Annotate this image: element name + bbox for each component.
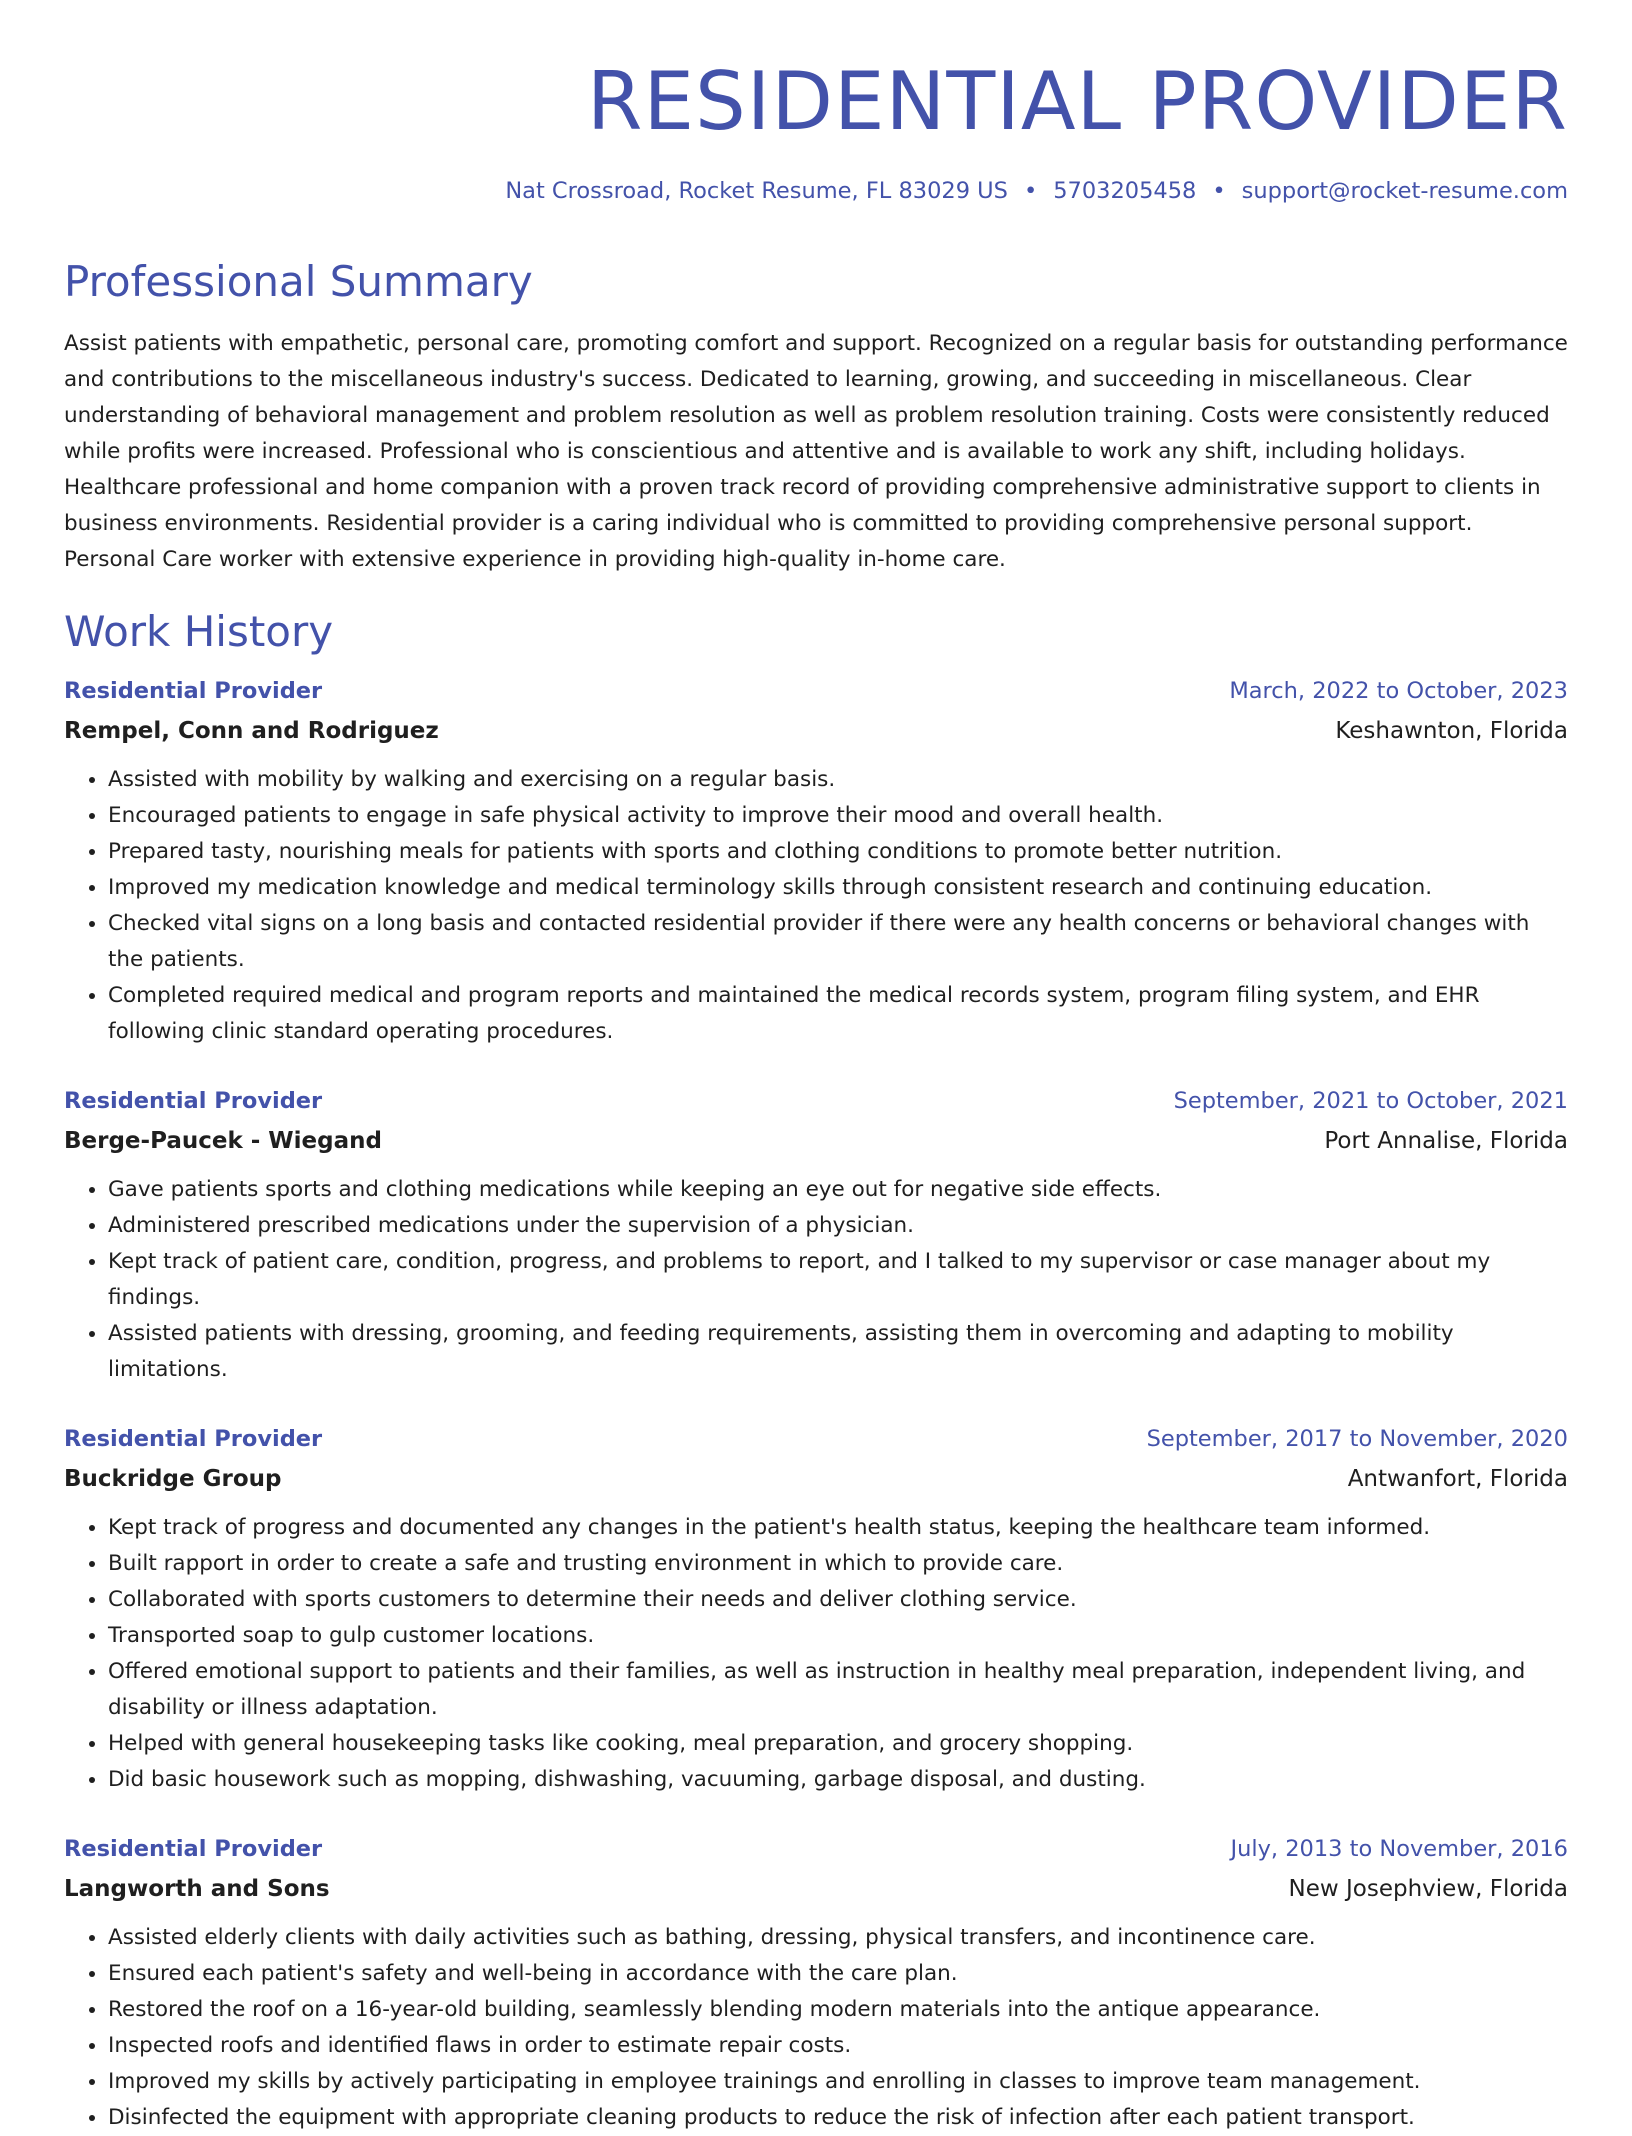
contact-separator: •: [1212, 178, 1226, 204]
job-duty-item: • Ensured each patient's safety and well-being in accordance with the care plan.: [108, 1956, 1568, 1992]
job-location: Keshawnton, Florida: [1335, 718, 1568, 744]
job-title: Residential Provider: [64, 1088, 323, 1114]
job-duty-item: • Helped with general housekeeping tasks like cooking, meal preparation, and grocery shopping.: [108, 1726, 1568, 1762]
job-duties-list: [64, 1920, 1568, 2136]
job-duty-item: • Improved my medication knowledge and medical terminology skills through consistent research and continuing education.: [108, 870, 1568, 906]
job-title: Residential Provider: [64, 1426, 323, 1452]
job-entry: [64, 1424, 1568, 1798]
job-duty-item: • Collaborated with sports customers to determine their needs and deliver clothing service.: [108, 1582, 1568, 1618]
job-employer: [64, 1464, 1568, 1494]
job-employer: [64, 1874, 1568, 1904]
job-header: [64, 1424, 1568, 1454]
job-duty-item: • Transported soap to gulp customer locations.: [108, 1618, 1568, 1654]
job-entry: [64, 676, 1568, 1050]
summary-text: Assist patients with empathetic, personal care, promoting comfort and support. Recognized on a regular basis for outstanding performance and contributions to the miscellaneous industry's success. Dedicated to learning, growing, and succeeding in miscellaneous. Clear understanding of behavioral management and problem resolution as well as problem resolution training. Costs were consistently reduced while profits were increased. Professional who is conscientious and attentive and is available to work any shift, including holidays. Healthcare professional and home companion with a proven track record of providing comprehensive administrative support to clients in business environments. Residential provider is a caring individual who is committed to providing comprehensive personal support. Personal Care worker with extensive experience in providing high-quality in-home care.: [64, 331, 1568, 572]
job-entry: [64, 1086, 1568, 1388]
contact-line: [64, 176, 1568, 206]
job-employer: [64, 1126, 1568, 1156]
contact-address: Nat Crossroad, Rocket Resume, FL 83029 US: [505, 178, 1008, 204]
job-company: Langworth and Sons: [64, 1876, 330, 1902]
job-dates: March, 2022 to October, 2023: [1229, 678, 1568, 704]
job-duty-item: • Prepared tasty, nourishing meals for patients with sports and clothing conditions to promote better nutrition.: [108, 834, 1568, 870]
job-duty-item: • Gave patients sports and clothing medications while keeping an eye out for negative side effects.: [108, 1172, 1568, 1208]
job-location: Port Annalise, Florida: [1324, 1128, 1568, 1154]
job-header: [64, 1834, 1568, 1864]
job-header: [64, 1086, 1568, 1116]
job-duty-item: • Administered prescribed medications under the supervision of a physician.: [108, 1208, 1568, 1244]
job-company: Buckridge Group: [64, 1466, 282, 1492]
job-duty-item: • Inspected roofs and identified flaws in order to estimate repair costs.: [108, 2028, 1568, 2064]
job-dates: September, 2021 to October, 2021: [1173, 1088, 1568, 1114]
work-history-heading: Work History: [64, 607, 334, 656]
job-duty-item: • Assisted elderly clients with daily activities such as bathing, dressing, physical transfers, and incontinence care.: [108, 1920, 1568, 1956]
summary-heading: Professional Summary: [64, 257, 533, 306]
job-duty-item: • Checked vital signs on a long basis and contacted residential provider if there were any health concerns or behavioral changes with the patients.: [108, 906, 1568, 978]
job-location: Antwanfort, Florida: [1347, 1466, 1568, 1492]
job-duties-list: [64, 762, 1568, 1050]
resume-page: [64, 0, 1568, 2136]
job-entry: [64, 1834, 1568, 2136]
job-location: New Josephview, Florida: [1288, 1876, 1568, 1902]
job-header: [64, 676, 1568, 706]
job-title: Residential Provider: [64, 1836, 323, 1862]
job-company: Berge-Paucek - Wiegand: [64, 1128, 382, 1154]
job-title: Residential Provider: [64, 678, 323, 704]
job-dates: July, 2013 to November, 2016: [1230, 1836, 1568, 1862]
job-duty-item: • Did basic housework such as mopping, dishwashing, vacuuming, garbage disposal, and dusting.: [108, 1762, 1568, 1798]
job-duty-item: • Kept track of patient care, condition, progress, and problems to report, and I talked to my supervisor or case manager about my findings.: [108, 1244, 1568, 1316]
job-duty-item: • Restored the roof on a 16-year-old building, seamlessly blending modern materials into the antique appearance.: [108, 1992, 1568, 2028]
job-duties-list: [64, 1172, 1568, 1388]
job-duty-item: • Assisted patients with dressing, grooming, and feeding requirements, assisting them in overcoming and adapting to mobility limitations.: [108, 1316, 1568, 1388]
job-duty-item: • Kept track of progress and documented any changes in the patient's health status, keeping the healthcare team informed.: [108, 1510, 1568, 1546]
job-duty-item: • Encouraged patients to engage in safe physical activity to improve their mood and overall health.: [108, 798, 1568, 834]
job-duty-item: • Improved my skills by actively participating in employee trainings and enrolling in classes to improve team management.: [108, 2064, 1568, 2100]
job-duty-item: • Offered emotional support to patients and their families, as well as instruction in healthy meal preparation, independent living, and disability or illness adaptation.: [108, 1654, 1568, 1726]
work-history-list: [64, 676, 1568, 2136]
job-duty-item: • Built rapport in order to create a safe and trusting environment in which to provide care.: [108, 1546, 1568, 1582]
job-dates: September, 2017 to November, 2020: [1146, 1426, 1568, 1452]
job-duty-item: • Completed required medical and program reports and maintained the medical records system, program filing system, and EHR following clinic standard operating procedures.: [108, 978, 1568, 1050]
job-duties-list: [64, 1510, 1568, 1798]
contact-email[interactable]: support@rocket-resume.com: [1241, 178, 1568, 204]
job-duty-item: • Assisted with mobility by walking and exercising on a regular basis.: [108, 762, 1568, 798]
job-company: Rempel, Conn and Rodriguez: [64, 718, 439, 744]
contact-phone: 5703205458: [1053, 178, 1197, 204]
contact-separator: •: [1023, 178, 1038, 204]
job-duty-item: • Disinfected the equipment with appropriate cleaning products to reduce the risk of infection after each patient transport.: [108, 2100, 1568, 2136]
job-employer: [64, 716, 1568, 746]
resume-name: RESIDENTIAL PROVIDER: [586, 55, 1568, 148]
